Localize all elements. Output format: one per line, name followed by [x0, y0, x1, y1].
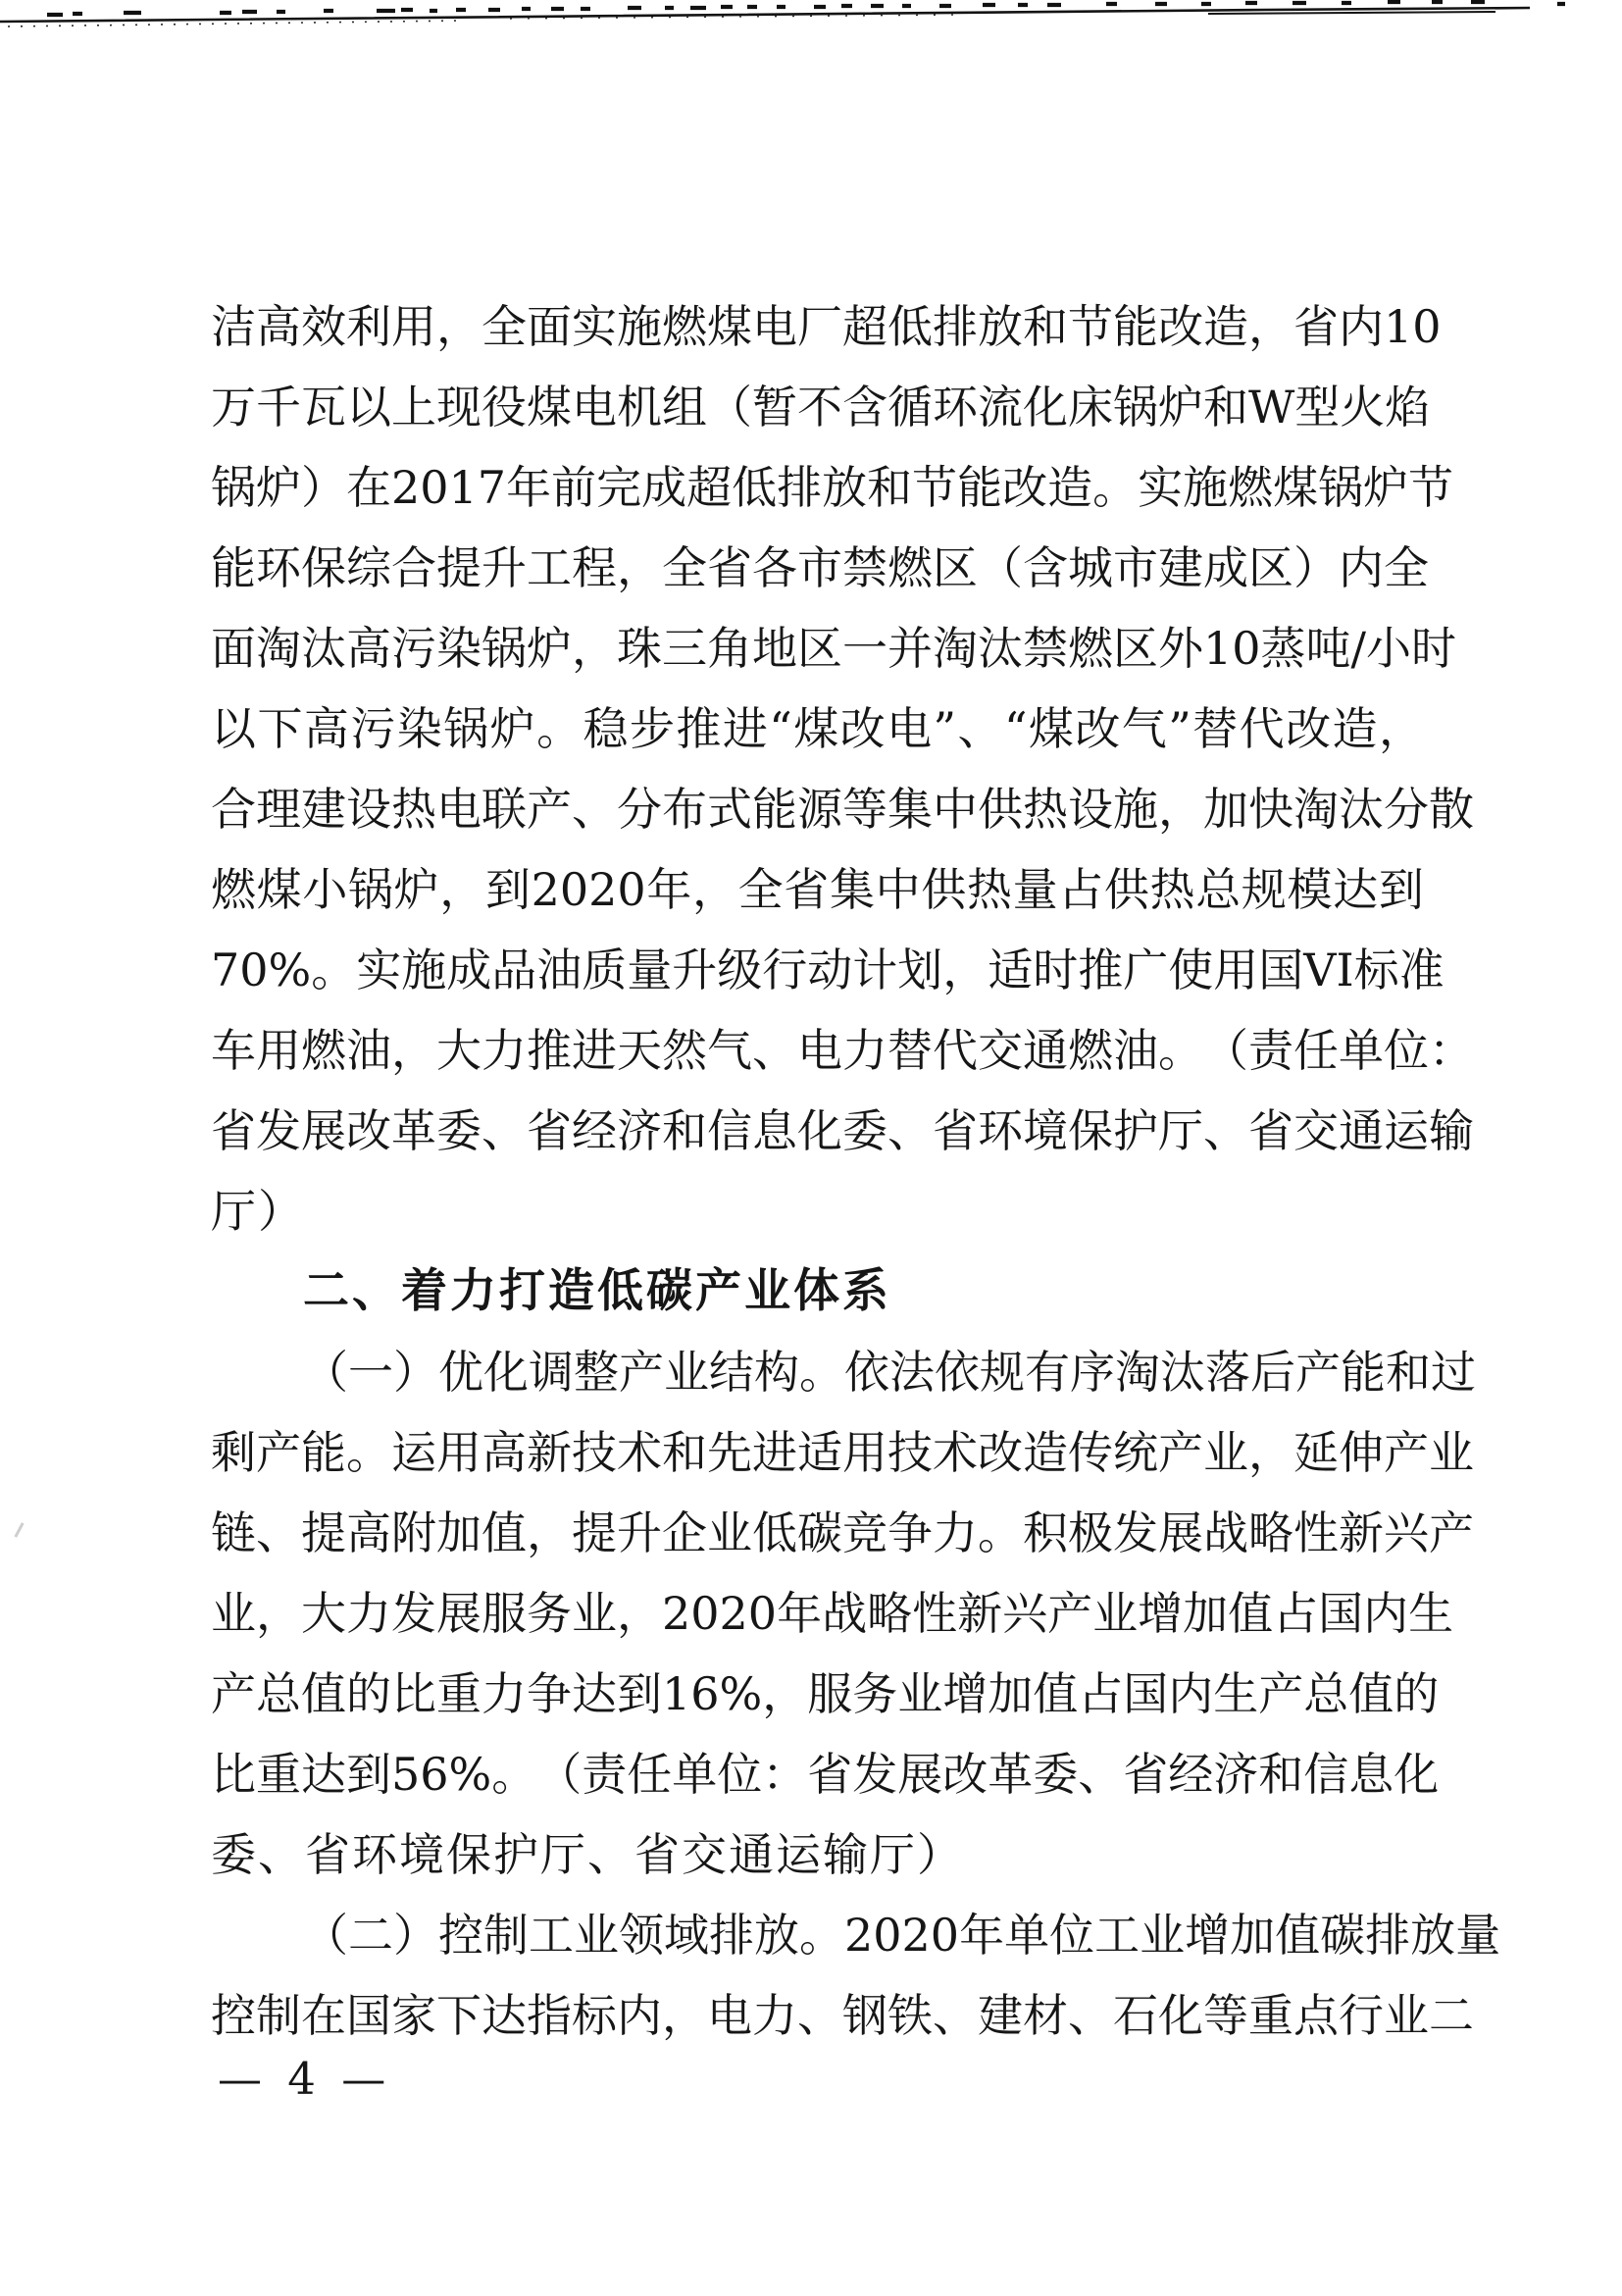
text-line: 剩 产 能 。 运 用 高 新 技 术 和 先 进 适 用 技 术 改 造 传 统 产 业 ， 延 伸 产 业 — [211, 1426, 1474, 1479]
text-line: 能 环 保 综 合 提 升 工 程 ， 全 省 各 市 禁 燃 区 （ 含 城 市 建 成 区 ） 内 全 — [211, 541, 1429, 594]
document-body — [211, 286, 1501, 2056]
text-line: 厅） — [211, 1185, 305, 1238]
text-line: 面 淘 汰 高 污 染 锅 炉 ， 珠 三 角 地 区 一 并 淘 汰 禁 燃 区 外 10 蒸 吨 / 小 时 — [211, 622, 1457, 675]
text-line: 车 用 燃 油 ， 大 力 推 进 天 然 气 、 电 力 替 代 交 通 燃 油 。 （ 责 任 单 位 ： — [211, 1024, 1474, 1077]
scan-artifact-left-margin — [14, 1522, 24, 1538]
text-line: 产 总 值 的 比 重 力 争 达 到 16% ， 服 务 业 增 加 值 占 国 内 生 产 总 值 的 — [211, 1667, 1440, 1720]
text-line: 比 重 达 到 56% 。 （ 责 任 单 位 ： 省 发 展 改 革 委 、 省 经 济 和 信 息 化 — [211, 1748, 1440, 1801]
text-line: 委、省环境保护厅、省交通运输厅） — [211, 1828, 964, 1881]
text-line: （ 一 ） 优 化 调 整 产 业 结 构 。 依 法 依 规 有 序 淘 汰 落 后 产 能 和 过 — [303, 1346, 1476, 1399]
section-heading: 二、着力打造低碳产业体系 — [303, 1264, 891, 1318]
text-line: 业 ， 大 力 发 展 服 务 业 ， 2020 年 战 略 性 新 兴 产 业 增 加 值 占 国 内 生 — [211, 1587, 1454, 1640]
text-line: 控 制 在 国 家 下 达 指 标 内 ， 电 力 、 钢 铁 、 建 材 、 石 化 等 重 点 行 业 二 — [211, 1989, 1474, 2042]
text-line: 燃 煤 小 锅 炉 ， 到 2020 年 ， 全 省 集 中 供 热 量 占 供 热 总 规 模 达 到 — [211, 863, 1424, 916]
text-line: 70% 。 实 施 成 品 油 质 量 升 级 行 动 计 划 ， 适 时 推 广 使 用 国 VI 标 准 — [211, 944, 1445, 996]
text-line: （ 二 ） 控 制 工 业 领 域 排 放 。 2020 年 单 位 工 业 增 加 值 碳 排 放 量 — [303, 1909, 1501, 1962]
text-line: 万 千 瓦 以 上 现 役 煤 电 机 组 （ 暂 不 含 循 环 流 化 床 锅 炉 和 W 型 火 焰 — [211, 381, 1431, 434]
text-line: 以 下 高 污 染 锅 炉 。 稳 步 推 进 “ 煤 改 电 ” 、 “ 煤 改 气 ” 替 代 改 造 ， — [211, 702, 1424, 755]
text-line: 洁 高 效 利 用 ， 全 面 实 施 燃 煤 电 厂 超 低 排 放 和 节 能 改 造 ， 省 内 10 — [211, 300, 1442, 353]
text-line: 锅 炉 ） 在 2017 年 前 完 成 超 低 排 放 和 节 能 改 造 。 实 施 燃 煤 锅 炉 节 — [211, 461, 1454, 514]
text-line: 合 理 建 设 热 电 联 产 、 分 布 式 能 源 等 集 中 供 热 设 施 ， 加 快 淘 汰 分 散 — [211, 783, 1474, 836]
scan-artifact-top-edge — [0, 0, 1622, 78]
page-number: — 4 — — [218, 2053, 392, 2105]
text-line: 链 、 提 高 附 加 值 ， 提 升 企 业 低 碳 竞 争 力 。 积 极 发 展 战 略 性 新 兴 产 — [211, 1506, 1474, 1559]
text-line: 省 发 展 改 革 委 、 省 经 济 和 信 息 化 委 、 省 环 境 保 护 厅 、 省 交 通 运 输 — [211, 1104, 1474, 1157]
